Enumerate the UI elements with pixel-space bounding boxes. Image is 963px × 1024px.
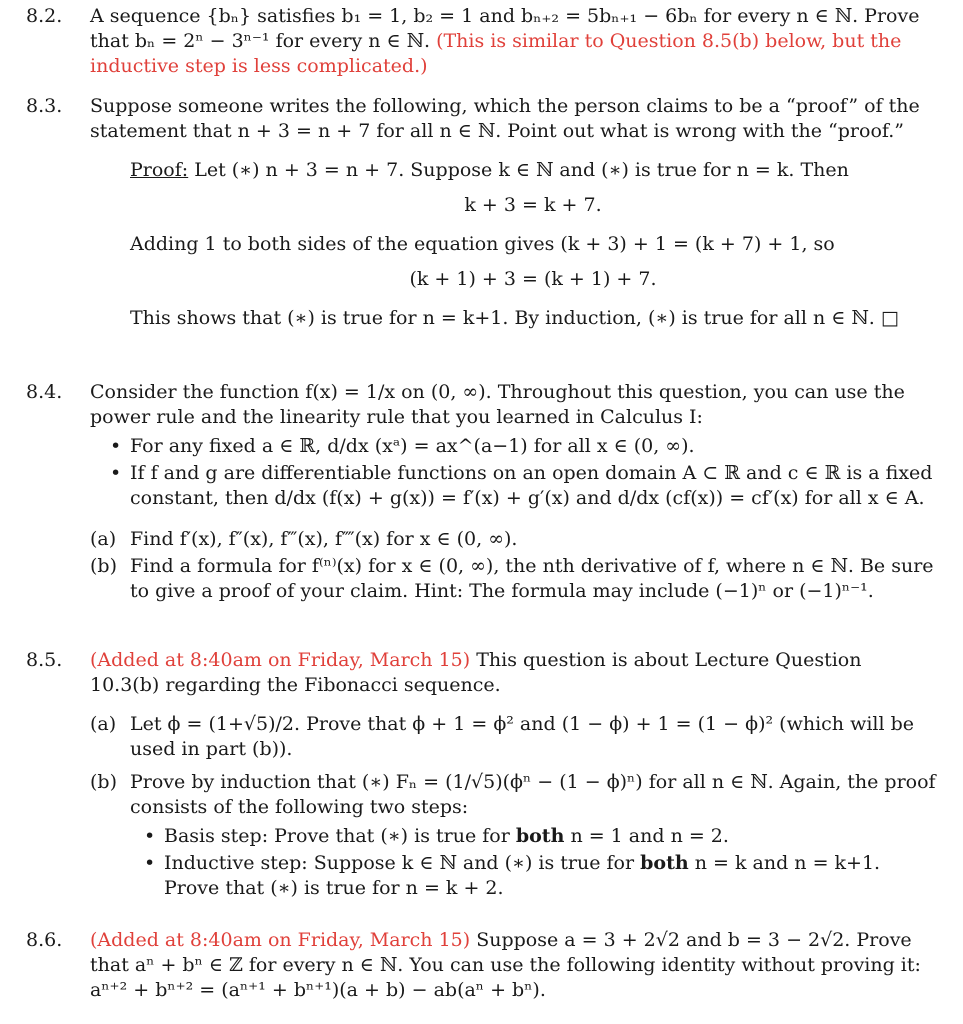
subpart-label: (a) [90, 528, 117, 550]
subpart-b [90, 770, 936, 820]
subpart-label: (b) [90, 771, 117, 793]
problem-number: 8.3. [26, 95, 63, 117]
proof-label: Proof: [130, 159, 189, 181]
steps-list [90, 824, 936, 901]
problem-statement-cont: bₙ = 2ⁿ − 3ⁿ⁻¹ for every n ∈ ℕ. [134, 30, 431, 52]
problem-number: 8.2. [26, 5, 63, 27]
problem-statement: A sequence {bₙ} satisfies b₁ = 1, b₂ = 1 and bₙ₊₂ = 5bₙ₊₁ − 6bₙ for every n ∈ ℕ. Prove that [90, 5, 920, 52]
proof-block [130, 158, 936, 331]
proof-text: Adding 1 to both sides of the equation gives (k + 3) + 1 = (k + 7) + 1, so [130, 233, 835, 255]
step-text: Basis step: Prove that (∗) is true for [164, 825, 510, 847]
problem-8-6 [26, 928, 936, 1003]
problem-number: 8.5. [26, 649, 63, 671]
problem-body [90, 928, 936, 1003]
problem-body [90, 648, 936, 901]
problem-8-5 [26, 648, 936, 903]
problem-note: (Added at 8:40am on Friday, March 15) [90, 929, 471, 951]
problem-8-4 [26, 380, 936, 606]
proof-text: This shows that (∗) is true for n = k+1. By induction, (∗) is true for all n ∈ ℕ. □ [130, 307, 899, 329]
step-text: Inductive step: Suppose k ∈ ℕ and (∗) is true for [164, 852, 635, 874]
problem-statement [90, 648, 936, 698]
problem-note: (This is similar to Question 8.5(b) below, but the inductive step is less complicated.) [90, 30, 902, 77]
problem-number: 8.6. [26, 929, 63, 951]
subpart-b [90, 554, 936, 604]
step-text: n = 1 and n = 2. [570, 825, 729, 847]
problem-number: 8.4. [26, 381, 63, 403]
rules-list [90, 434, 936, 511]
problem-text: Suppose a = 3 + 2√2 and b = 3 − 2√2. Prove that aⁿ + bⁿ ∈ ℤ for every n ∈ ℕ. You can use the following identity without proving it: aⁿ⁺² + bⁿ⁺² = (aⁿ⁺¹ + bⁿ⁺¹)(a + b) − ab(aⁿ + bⁿ). [90, 929, 921, 1001]
problem-body [90, 4, 936, 79]
step-emphasis: both [640, 852, 689, 874]
proof-line [130, 158, 936, 183]
list-item [90, 851, 936, 901]
subpart-text: Let ϕ = (1+√5)/2. Prove that ϕ + 1 = ϕ² and (1 − ϕ) + 1 = (1 − ϕ)² (which will be used in part (b)). [130, 713, 915, 760]
problem-statement: Consider the function f(x) = 1/x on (0, ∞). Throughout this question, you can use the power rule and the linearity rule that you learned in Calculus I: [90, 381, 905, 428]
subpart-label: (b) [90, 555, 117, 577]
subpart-a [90, 527, 936, 552]
problem-8-2 [26, 4, 936, 79]
display-equation: (k + 1) + 3 = (k + 1) + 7. [409, 268, 657, 290]
problem-body [90, 94, 936, 331]
subpart-label: (a) [90, 713, 117, 735]
subpart-text: Prove by induction that (∗) Fₙ = (1/√5)(ϕⁿ − (1 − ϕ)ⁿ) for all n ∈ ℕ. Again, the proof consists of the following two steps: [130, 771, 936, 818]
list-item [90, 824, 936, 849]
display-equation: k + 3 = k + 7. [464, 194, 602, 216]
list-item: • For any fixed a ∈ ℝ, d/dx (xᵃ) = ax^(a−1) for all x ∈ (0, ∞). [90, 434, 936, 459]
problem-8-3 [26, 94, 936, 331]
problem-body [90, 380, 936, 604]
list-item: • If f and g are differentiable functions on an open domain A ⊂ ℝ and c ∈ ℝ is a fixed constant, then d/dx (f(x) + g(x)) = f′(x) + g′(x) and d/dx (cf(x)) = cf′(x) for all x ∈ A. [90, 461, 936, 511]
subpart-a [90, 712, 936, 762]
problem-statement: Suppose someone writes the following, which the person claims to be a “proof” of the statement that n + 3 = n + 7 for all n ∈ ℕ. Point out what is wrong with the “proof.” [90, 95, 920, 142]
proof-text: Let (∗) n + 3 = n + 7. Suppose k ∈ ℕ and (∗) is true for n = k. Then [194, 159, 849, 181]
problem-note: (Added at 8:40am on Friday, March 15) [90, 649, 471, 671]
problem-text: This question is about Lecture Question 10.3(b) regarding the Fibonacci sequence. [90, 649, 862, 696]
subpart-text: Find f′(x), f″(x), f‴(x), f⁗(x) for x ∈ (0, ∞). [130, 528, 518, 550]
step-emphasis: both [515, 825, 565, 847]
subpart-text: Find a formula for f⁽ⁿ⁾(x) for x ∈ (0, ∞), the nth derivative of f, where n ∈ ℕ. Be sure to give a proof of your claim. Hint: The formula may include (−1)ⁿ or (−1)ⁿ⁻¹. [130, 555, 934, 602]
step-text: n = k and n = k+1. Prove that (∗) is true for n = k + 2. [164, 852, 881, 899]
